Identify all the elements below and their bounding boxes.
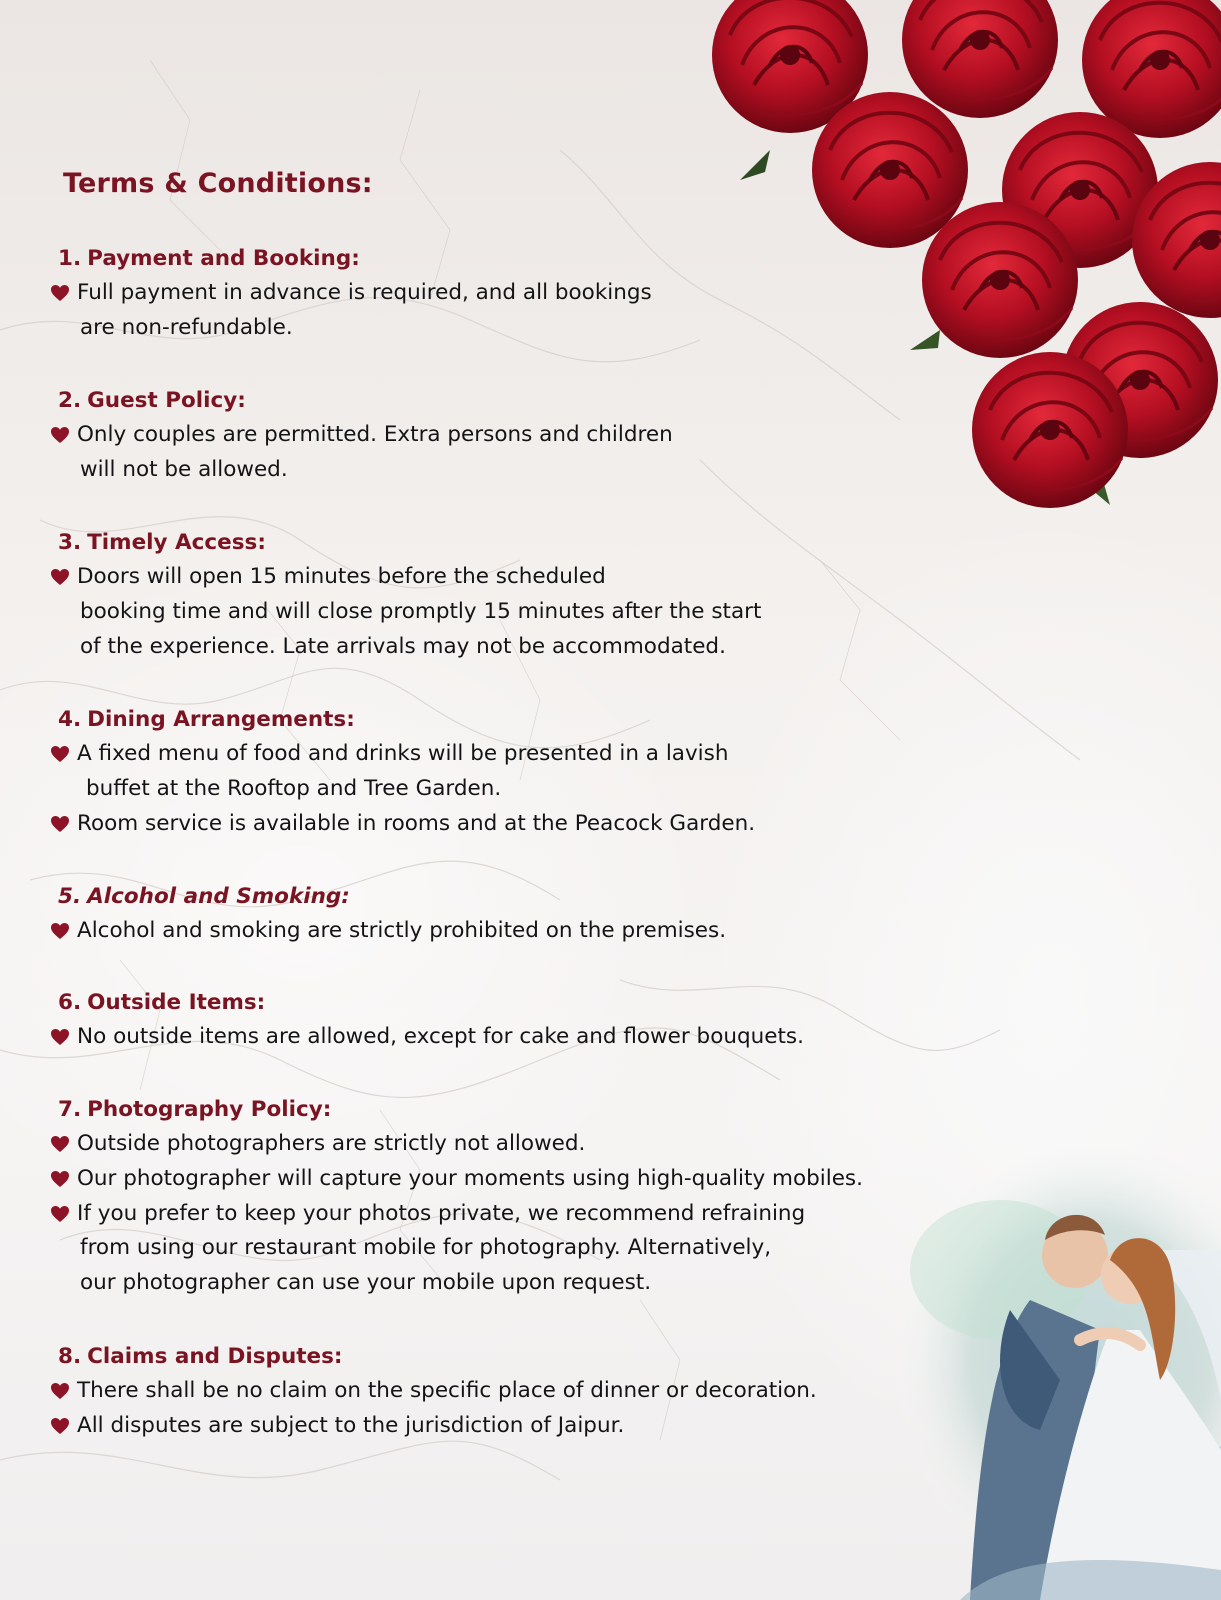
section-timely-access bbox=[50, 526, 1010, 664]
list-item bbox=[50, 914, 1010, 949]
bullet-text: are non-refundable. bbox=[80, 314, 293, 340]
section-heading bbox=[58, 384, 1010, 418]
section-number: 7. bbox=[58, 1097, 82, 1122]
section-number: 8. bbox=[58, 1344, 82, 1369]
bullet-text: of the experience. Late arrivals may not be accommodated. bbox=[80, 633, 726, 659]
list-item bbox=[50, 418, 1010, 488]
bullet-text: If you prefer to keep your photos private, we recommend refraining bbox=[77, 1200, 806, 1226]
section-guest-policy bbox=[50, 384, 1010, 488]
section-number: 6. bbox=[58, 990, 82, 1015]
section-heading bbox=[58, 703, 1010, 737]
section-title: Photography Policy: bbox=[87, 1097, 332, 1122]
bullet-text: will not be allowed. bbox=[80, 456, 288, 482]
section-number: 4. bbox=[58, 707, 82, 732]
bullet-text: Our photographer will capture your moments using high-quality mobiles. bbox=[77, 1165, 863, 1191]
list-item bbox=[50, 276, 1010, 346]
heart-icon bbox=[50, 1417, 70, 1435]
section-number: 2. bbox=[58, 388, 82, 413]
section-number: 3. bbox=[58, 530, 82, 555]
section-heading bbox=[58, 242, 1010, 276]
bullet-text: Doors will open 15 minutes before the scheduled bbox=[77, 564, 606, 589]
bullet-text: All disputes are subject to the jurisdiction of Jaipur. bbox=[77, 1412, 625, 1438]
section-alcohol-smoking bbox=[50, 880, 1010, 949]
section-dining-arrangements bbox=[50, 703, 1010, 841]
bullet-text: A fixed menu of food and drinks will be presented in a lavish bbox=[77, 741, 729, 766]
heart-icon bbox=[50, 1170, 70, 1188]
section-title: Claims and Disputes: bbox=[87, 1344, 343, 1369]
heart-icon bbox=[50, 745, 70, 763]
heart-icon bbox=[50, 284, 70, 302]
bullet-text: There shall be no claim on the specific place of dinner or decoration. bbox=[77, 1378, 817, 1403]
section-heading bbox=[58, 1093, 1010, 1127]
section-title: Guest Policy: bbox=[87, 388, 246, 413]
bullet-text: Outside photographers are strictly not allowed. bbox=[77, 1131, 586, 1156]
list-item bbox=[50, 1162, 1010, 1197]
section-title: Alcohol and Smoking: bbox=[87, 884, 350, 909]
bullet-text: Alcohol and smoking are strictly prohibited on the premises. bbox=[77, 918, 727, 943]
list-item bbox=[50, 807, 1010, 842]
section-photography-policy bbox=[50, 1093, 1010, 1301]
section-outside-items bbox=[50, 986, 1010, 1055]
section-heading bbox=[58, 1340, 1010, 1374]
section-title: Timely Access: bbox=[87, 530, 266, 555]
heart-icon bbox=[50, 922, 70, 940]
section-title: Dining Arrangements: bbox=[87, 707, 355, 732]
section-number: 1. bbox=[58, 246, 82, 271]
bullet-text: Full payment in advance is required, and all bookings bbox=[77, 280, 652, 305]
list-item bbox=[50, 737, 1010, 807]
bullet-text: booking time and will close promptly 15 minutes after the start bbox=[80, 598, 762, 624]
list-item bbox=[50, 560, 1010, 664]
section-claims-disputes bbox=[50, 1340, 1010, 1444]
heart-icon bbox=[50, 426, 70, 444]
section-heading bbox=[58, 880, 1010, 914]
section-payment-booking bbox=[50, 242, 1010, 346]
section-title: Payment and Booking: bbox=[87, 246, 360, 271]
section-title: Outside Items: bbox=[87, 990, 266, 1015]
heart-icon bbox=[50, 815, 70, 833]
bullet-text: Room service is available in rooms and at the Peacock Garden. bbox=[77, 810, 756, 836]
list-item bbox=[50, 1020, 1010, 1055]
section-number: 5. bbox=[58, 884, 82, 909]
section-heading bbox=[58, 526, 1010, 560]
heart-icon bbox=[50, 1205, 70, 1223]
list-item bbox=[50, 1374, 1010, 1409]
list-item bbox=[50, 1409, 1010, 1444]
heart-icon bbox=[50, 1028, 70, 1046]
page-title: Terms & Conditions: bbox=[63, 168, 373, 199]
heart-icon bbox=[50, 568, 70, 586]
list-item bbox=[50, 1127, 1010, 1162]
section-heading bbox=[58, 986, 1010, 1020]
heart-icon bbox=[50, 1382, 70, 1400]
bullet-text: buffet at the Rooftop and Tree Garden. bbox=[86, 775, 502, 801]
bullet-text: from using our restaurant mobile for photography. Alternatively, bbox=[80, 1235, 772, 1261]
list-item bbox=[50, 1197, 1010, 1301]
bullet-text: No outside items are allowed, except for cake and flower bouquets. bbox=[77, 1024, 804, 1049]
bullet-text: Only couples are permitted. Extra persons and children bbox=[77, 422, 673, 447]
bullet-text: our photographer can use your mobile upon request. bbox=[80, 1270, 652, 1296]
heart-icon bbox=[50, 1135, 70, 1153]
